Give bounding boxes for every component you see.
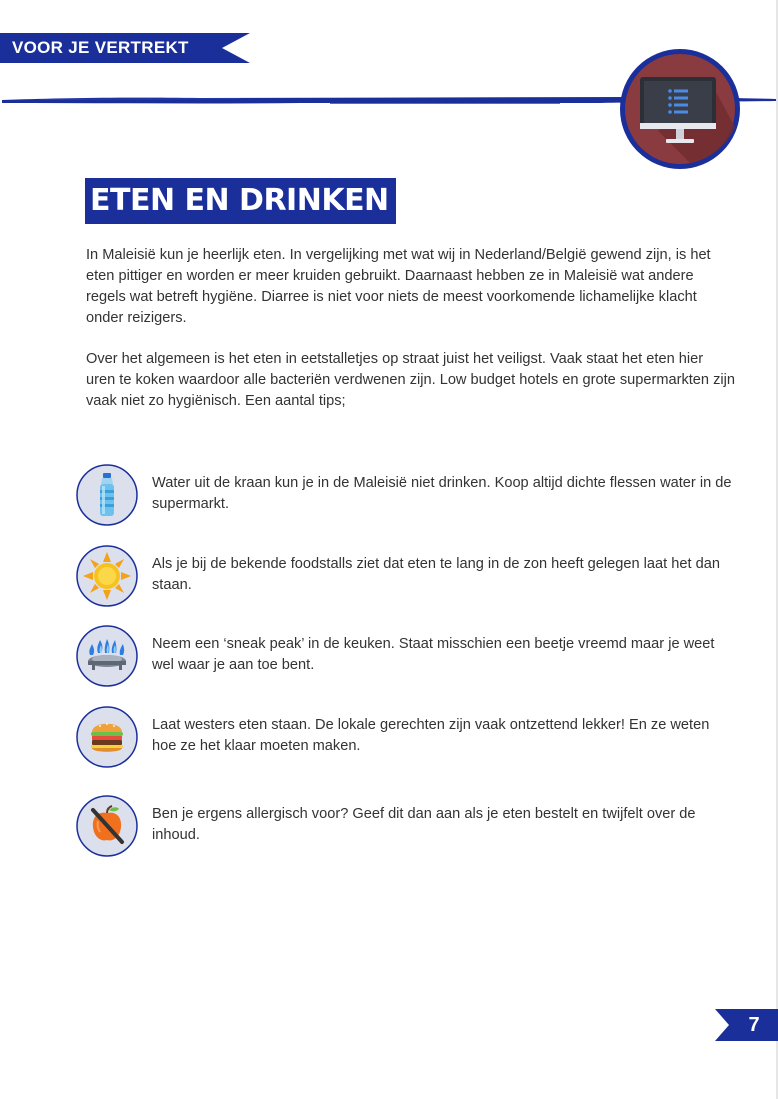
page-number: 7 [748,1014,760,1036]
burger-icon [76,706,138,768]
tip-text: Neem een ‘sneak peak’ in de keuken. Staat misschien een beetje vreemd maar je weet wel waar je aan toe bent. [152,636,715,673]
gas-burner-icon [76,625,138,687]
tip-text: Als je bij de bekende foodstalls ziet dat eten te lang in de zon heeft gelegen laat het dan staan. [152,556,720,593]
tip-item [76,625,736,687]
monitor-icon [618,47,742,171]
tip-text: Laat westers eten staan. De lokale gerechten zijn vaak ontzettend lekker! En ze weten hoe ze het klaar moeten maken. [152,717,710,754]
sun-icon [76,545,138,607]
tip-item [76,545,736,607]
section-banner [0,33,250,63]
tip-item [76,795,736,857]
tip-item [76,464,736,526]
page-title: ETEN EN DRINKEN [85,178,396,224]
banner-label: VOOR JE VERTREKT [12,38,189,57]
intro-paragraph: In Maleisië kun je heerlijk eten. In vergelijking met wat wij in Nederland/België gewend zijn, is het eten pittiger en worden er meer kruiden gebruikt. Daarnaast hebben ze in Maleisië wat andere regels wat betreft hygiëne. Diarree is niet voor niets de meest voorkomende lichamelijke klacht onder reizigers. [86,247,711,326]
tip-text: Water uit de kraan kun je in de Maleisië niet drinken. Koop altijd dichte flessen water in de supermarkt. [152,475,732,512]
street-food-paragraph: Over het algemeen is het eten in eetstalletjes op straat juist het veiligst. Vaak staat het eten hier uren te koken waardoor alle bacteriën verdwenen zijn. Low budget hotels en grote supermarkten zijn vaak niet zo hygiënisch. Een aantal tips; [86,351,735,409]
no-allergen-icon [76,795,138,857]
tip-text: Ben je ergens allergisch voor? Geef dit dan aan als je eten bestelt en twijfelt over de inhoud. [152,806,696,843]
water-bottle-icon [76,464,138,526]
tip-item [76,706,736,768]
